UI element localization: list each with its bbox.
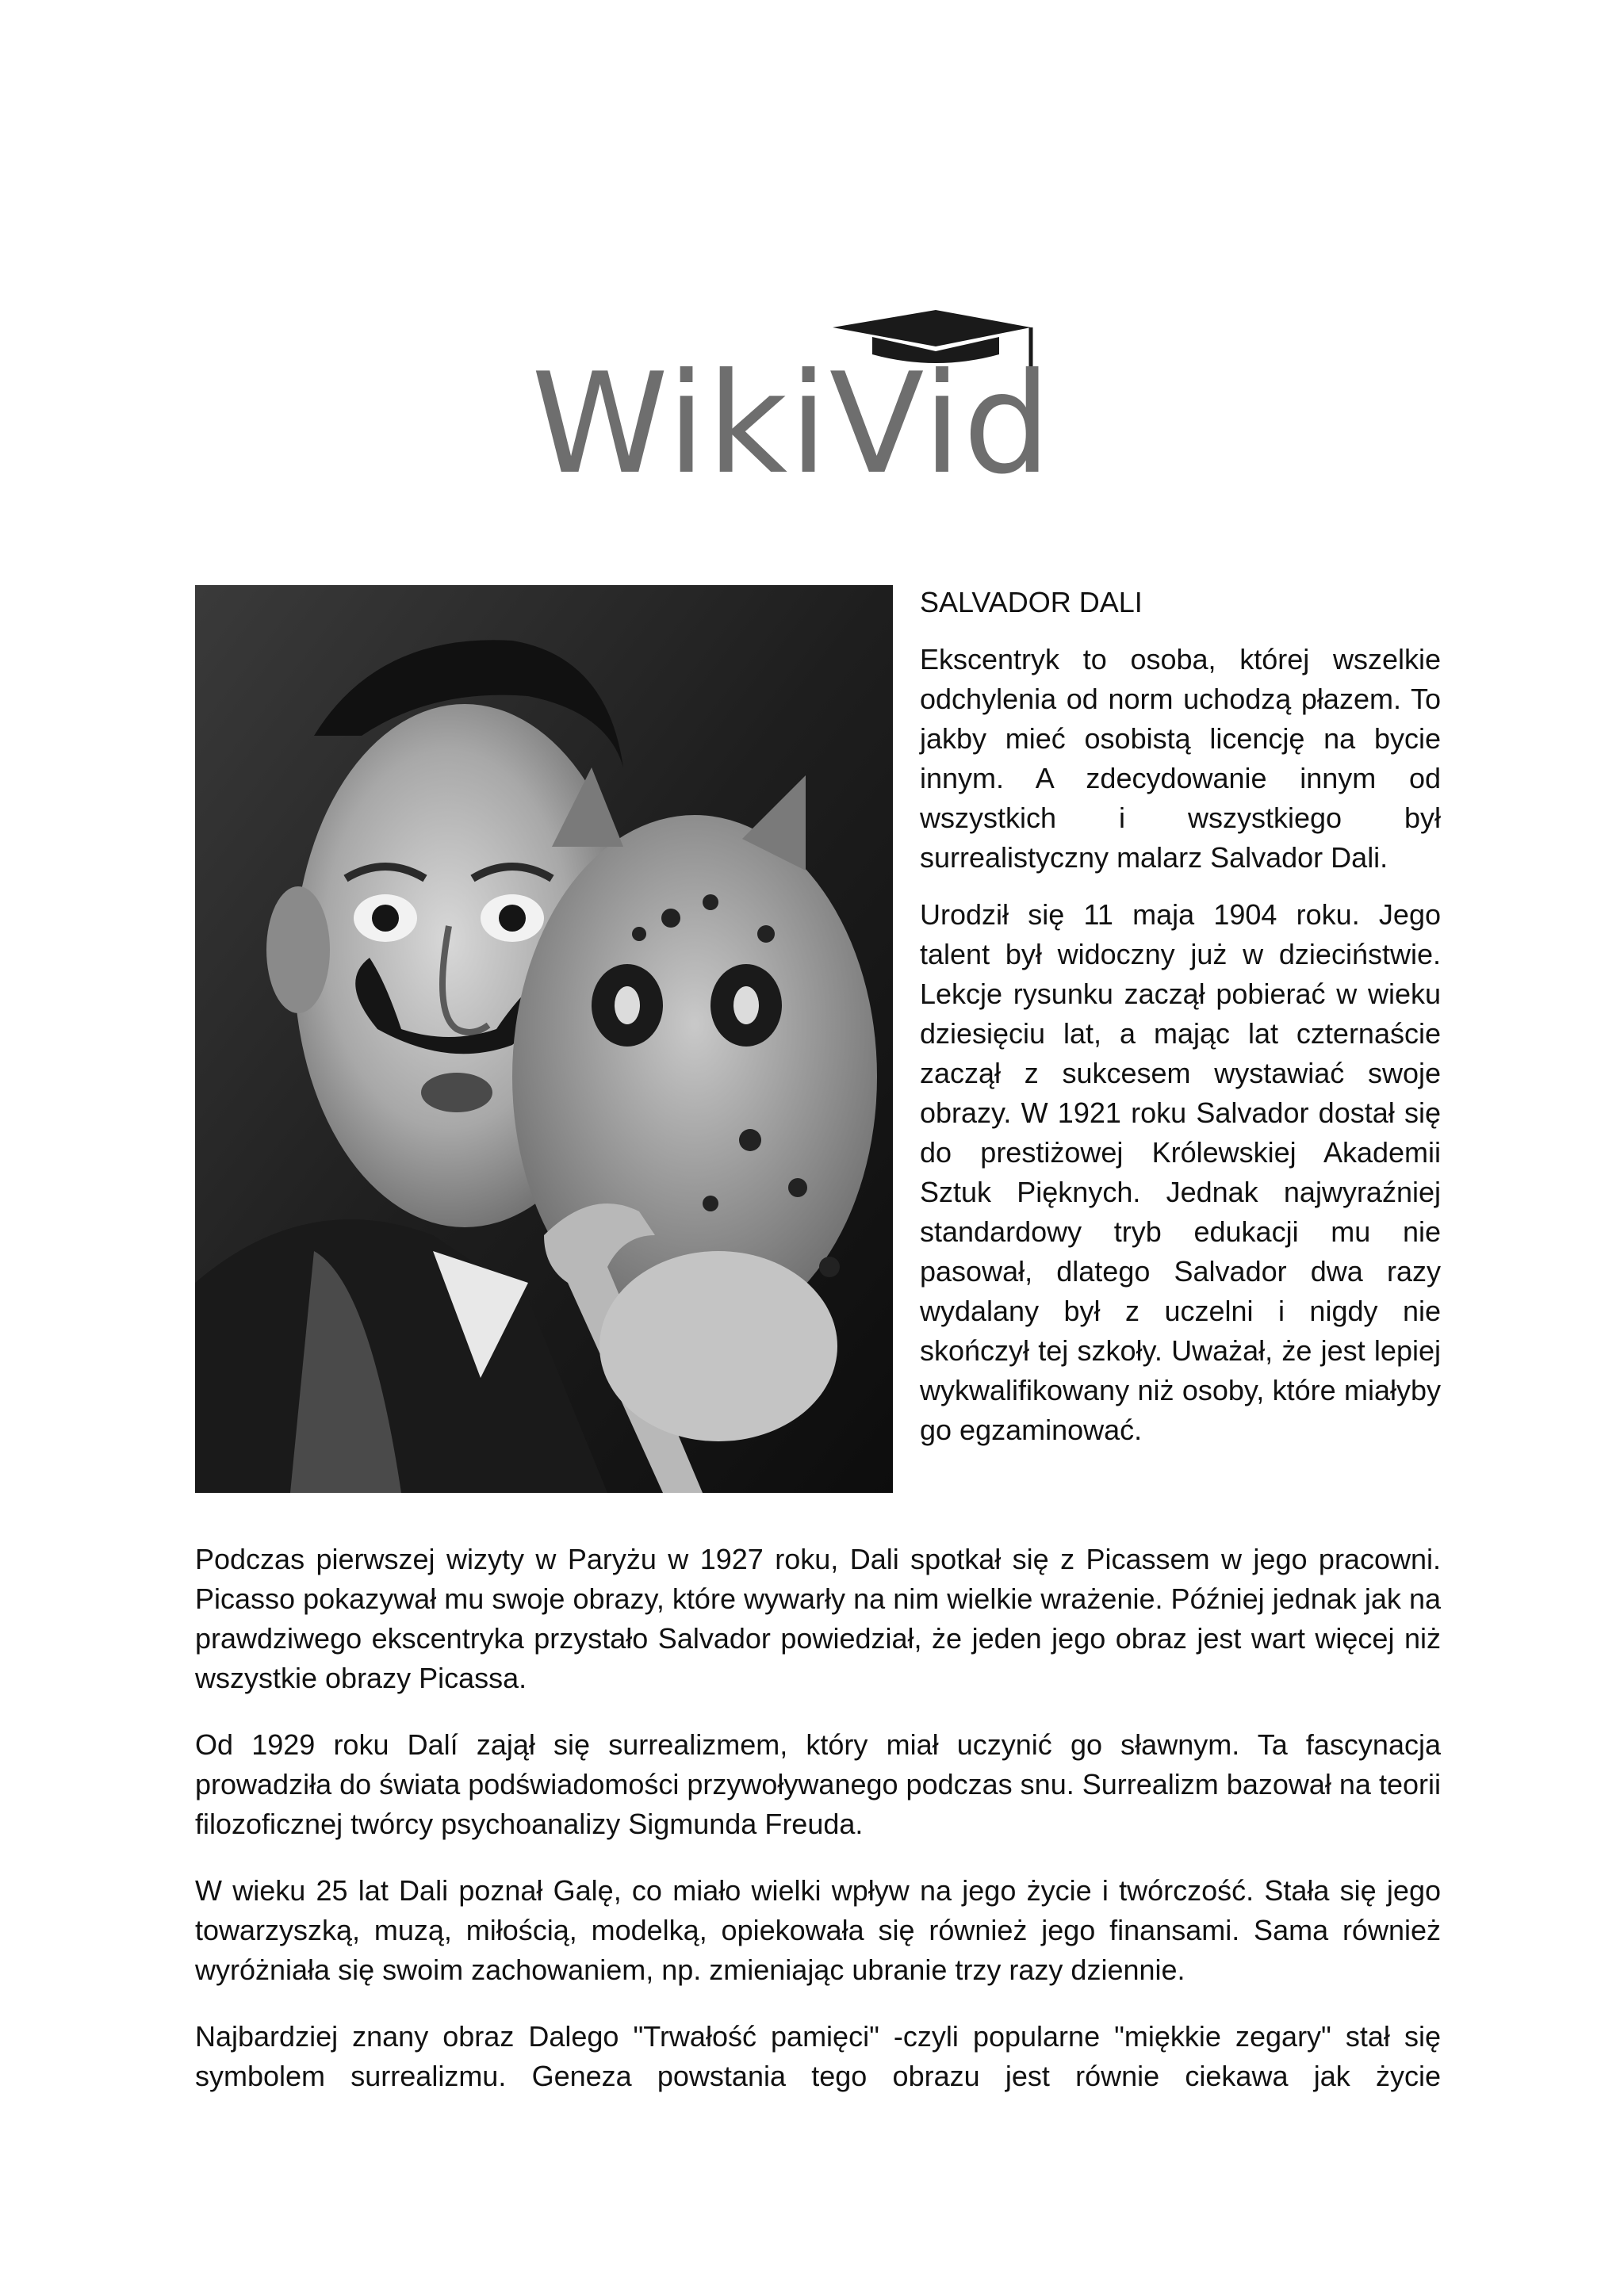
body-paragraph: Podczas pierwszej wizyty w Paryżu w 1927 roku, Dali spotkał się z Picassem w jego pracowni. Picasso pokazywał mu swoje obrazy, które wywarły na nim wielkie wrażenie. Później jednak jak na prawdziwego ekscentryka przystało Salvador powiedział, że jeden jego obraz jest wart więcej niż wszystkie obrazy Picassa. <box>195 1543 1441 1694</box>
side-paragraph: Urodził się 11 maja 1904 roku. Jego talent był widoczny już w dzieciństwie. Lekcje rysunku zaczął pobierać w wieku dziesięciu lat, a mając lat czternaście zaczął z sukcesem wystawiać swoje obrazy. W 1921 roku Salvador dostał się do prestiżowej Królewskiej Akademii Sztuk Pięknych. Jednak najwyraźniej standardowy tryb edukacji mu nie pasował, dlatego Salvador dwa razy wydalany był z uczelni i nigdy nie skończył tej szkoły. Uważał, że jest lepiej wykwalifikowany niż osoby, które miałyby go egzaminować. <box>920 898 1441 1446</box>
side-column <box>920 583 1441 1450</box>
article-title: SALVADOR DALI <box>920 586 1143 618</box>
portrait-photo <box>195 585 893 1493</box>
wikivid-logo <box>523 305 1126 496</box>
body-paragraph: Od 1929 roku Dalí zajął się surrealizmem, który miał uczynić go sławnym. Ta fascynacja prowadziła do świata podświadomości przywoływanego podczas snu. Surrealizm bazował na teorii filozoficznej twórcy psychoanalizy Sigmunda Freuda. <box>195 1728 1441 1840</box>
body-paragraph: Najbardziej znany obraz Dalego "Trwałość pamięci" -czyli popularne "miękkie zegary" stał się symbolem surrealizmu. Geneza powstania tego obrazu jest równie ciekawa jak życie <box>195 2020 1441 2092</box>
body-paragraph: W wieku 25 lat Dali poznał Galę, co miało wielki wpływ na jego życie i twórczość. Stała się jego towarzyszką, muzą, miłością, modelką, opiekowała się również jego finansami. Sama również wyróżniała się swoim zachowaniem, np. zmieniając ubranie trzy razy dziennie. <box>195 1874 1441 1986</box>
article-body <box>195 1540 1441 2096</box>
logo-text: WikiVid <box>531 344 1053 496</box>
side-paragraph: Ekscentryk to osoba, której wszelkie odchylenia od norm uchodzą płazem. To jakby mieć osobistą licencję na bycie innym. A zdecydowanie innym od wszystkich i wszystkiego był surrealistyczny malarz Salvador Dali. <box>920 643 1441 874</box>
